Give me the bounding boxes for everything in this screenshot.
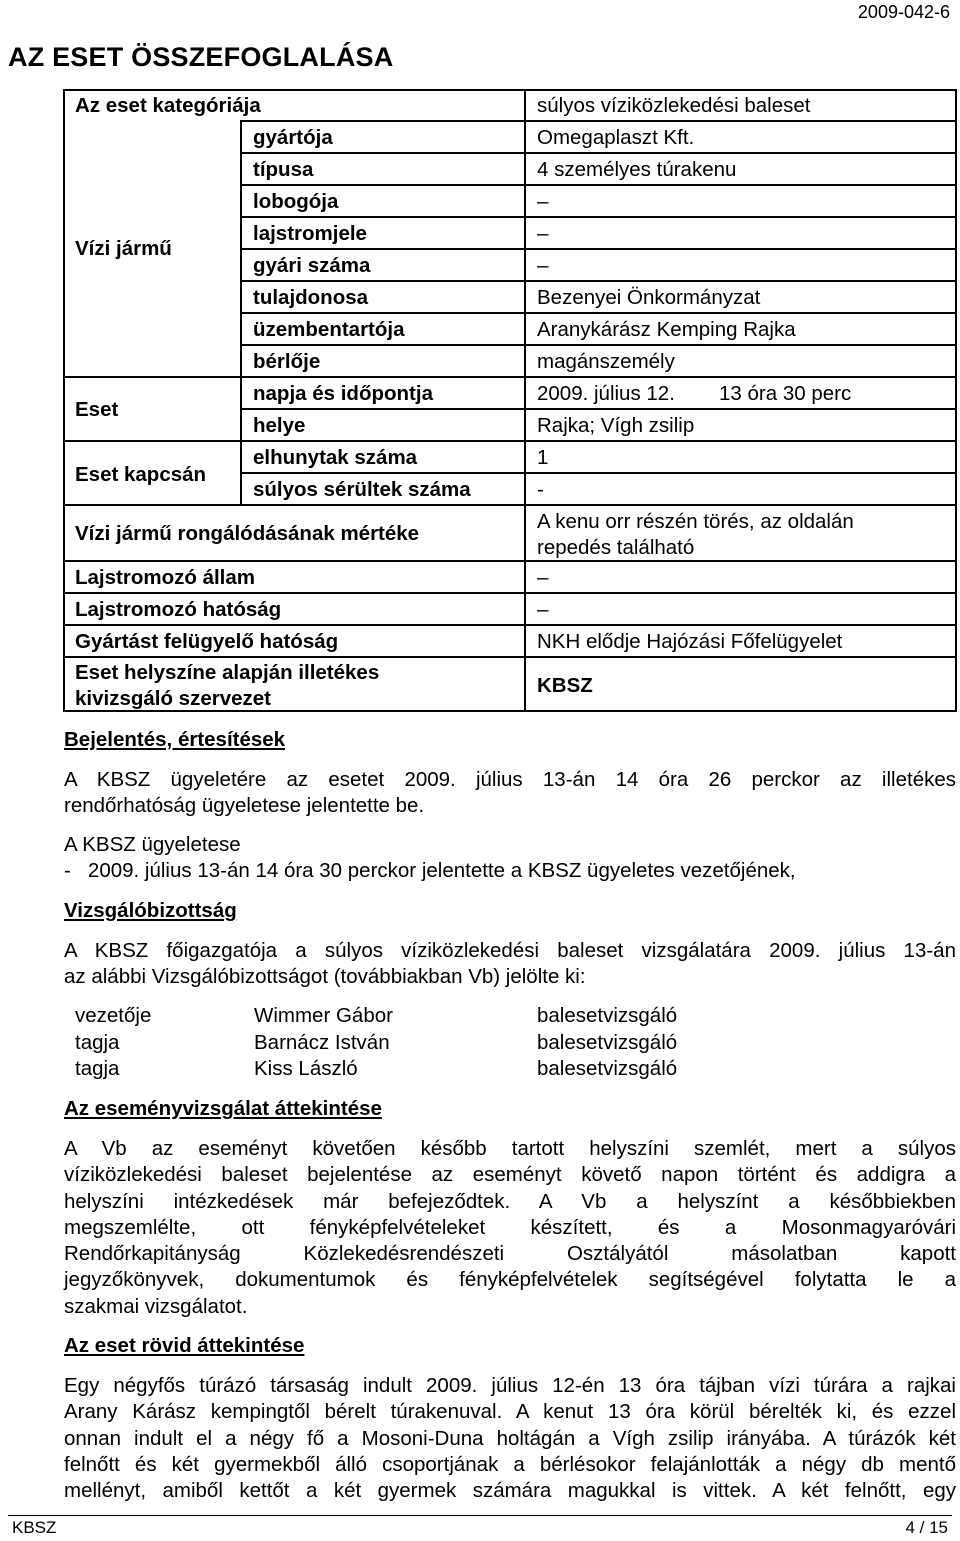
damage-value-line: A kenu orr részén törés, az oldalán	[537, 510, 854, 533]
paragraph-line: az alábbi Vizsgálóbizottságot (továbbiakban Vb) jelölte ki:	[64, 965, 586, 989]
vessel-row-value: Bezenyei Önkormányzat	[537, 286, 761, 309]
overview-heading: Az eseményvizsgálat áttekintése	[64, 1097, 382, 1120]
vessel-row-label: lobogója	[253, 190, 339, 213]
member-role: tagja	[75, 1031, 120, 1054]
committee-intro	[64, 938, 956, 991]
document-id: 2009-042-6	[857, 2, 950, 22]
event-group-label: Eset	[75, 398, 119, 421]
registry-authority-value: –	[537, 598, 549, 621]
vessel-group-label: Vízi jármű	[75, 237, 172, 260]
category-label: Az eset kategóriája	[75, 94, 261, 117]
category-value: súlyos víziközlekedési baleset	[537, 94, 811, 117]
notification-heading: Bejelentés, értesítések	[64, 728, 286, 751]
event-row-label: napja és időpontja	[253, 382, 433, 405]
paragraph-line: szakmai vizsgálatot.	[64, 1294, 248, 1318]
brief-heading: Az eset rövid áttekintése	[64, 1334, 305, 1357]
vessel-row-label: bérlője	[253, 350, 321, 373]
vessel-row-label: gyári száma	[253, 254, 371, 277]
vessel-row-value: –	[537, 254, 549, 277]
investigator-value: KBSZ	[537, 674, 593, 697]
committee-heading: Vizsgálóbizottság	[64, 899, 237, 922]
paragraph-line: A KBSZ ügyeletére az esetet 2009. július 13-án 14 óra 26 perckor az illetékes	[64, 768, 956, 791]
vessel-row-value: Omegaplaszt Kft.	[537, 126, 695, 149]
page-title: AZ ESET ÖSSZEFOGLALÁSA	[8, 42, 394, 72]
footer-divider	[8, 1515, 952, 1516]
member-role: tagja	[75, 1057, 120, 1080]
paragraph-line: Rendőrkapitányság Közlekedésrendészeti Osztályától másolatban kapott	[64, 1242, 956, 1266]
footer-organization: KBSZ	[12, 1518, 57, 1537]
event-row-label: helye	[253, 414, 306, 437]
member-name: Barnácz István	[254, 1031, 390, 1054]
vessel-row-label: lajstromjele	[253, 222, 367, 245]
paragraph-line: megszemlélte, ott fényképfelvételeket készített, és a Mosonmagyaróvári	[64, 1215, 956, 1239]
vessel-row-value: magánszemély	[537, 350, 675, 373]
paragraph-line: jegyzőkönyvek, dokumentumok és fényképfelvételek segítségével folytatta le a	[64, 1268, 956, 1292]
damage-value-line: repedés található	[537, 536, 695, 559]
damage-label: Vízi jármű rongálódásának mértéke	[75, 522, 420, 545]
paragraph-line: mellényt, amiből kettőt a két gyermek számára magukkal is vittek. A két felnőtt, egy	[64, 1479, 956, 1503]
investigator-label-line: kivizsgáló szervezet	[75, 687, 271, 710]
page-number: 4 / 15	[905, 1518, 948, 1537]
paragraph-line: Egy négyfős túrázó társaság indult 2009. július 12-én 13 óra tájban vízi túrára a rajkai	[64, 1374, 956, 1397]
vessel-row-label: gyártója	[253, 126, 333, 149]
related-row-label: elhunytak száma	[253, 446, 418, 469]
paragraph-line: onnan indult el a négy fő a Mosoni-Duna holtágán a Vígh zsilip irányába. A túrázók két	[64, 1426, 956, 1450]
member-title: balesetvizsgáló	[537, 1004, 678, 1027]
event-row-value: Rajka; Vígh zsilip	[537, 414, 695, 437]
paragraph-line: - 2009. július 13-án 14 óra 30 perckor jelentette a KBSZ ügyeletes vezetőjének,	[64, 859, 796, 883]
vessel-row-label: üzembentartója	[253, 318, 405, 341]
member-title: balesetvizsgáló	[537, 1031, 678, 1054]
notification-paragraph	[64, 767, 956, 820]
member-name: Wimmer Gábor	[254, 1004, 393, 1027]
vessel-row-label: tulajdonosa	[253, 286, 369, 309]
paragraph-line: helyszíni intézkedések már befejeződtek. A Vb a helyszínt a későbbiekben	[64, 1189, 956, 1213]
related-row-value: -	[537, 478, 544, 501]
registry-state-label: Lajstromozó állam	[75, 566, 255, 589]
overview-paragraph	[64, 1136, 956, 1320]
related-group-label: Eset kapcsán	[75, 463, 207, 486]
member-name: Kiss László	[254, 1057, 358, 1080]
vessel-row-value: –	[537, 222, 549, 245]
vessel-row-value: –	[537, 190, 549, 213]
registry-state-value: –	[537, 566, 549, 589]
vessel-row-label: típusa	[253, 158, 314, 181]
notification-paragraph-2	[64, 832, 956, 885]
member-title: balesetvizsgáló	[537, 1057, 678, 1080]
investigator-label-line: Eset helyszíne alapján illetékes	[75, 661, 380, 684]
summary-table	[63, 89, 957, 712]
related-row-value: 1	[537, 446, 549, 469]
event-time: 13 óra 30 perc	[719, 382, 852, 405]
supervisor-value: NKH elődje Hajózási Főfelügyelet	[537, 630, 843, 653]
paragraph-line: víziközlekedési baleset bejelentése az eseményt követő napon történt és addigra a	[64, 1163, 956, 1187]
paragraph-line: Arany Kárász kempingtől bérelt túrakenuval. A kenut 13 óra körül bérelték ki, és ezzel	[64, 1400, 956, 1424]
member-role: vezetője	[75, 1004, 152, 1027]
related-row-label: súlyos sérültek száma	[253, 478, 471, 501]
vessel-row-value: Aranykárász Kemping Rajka	[537, 318, 796, 341]
event-date: 2009. július 12.	[537, 382, 675, 405]
paragraph-line: rendőrhatóság ügyeletese jelentette be.	[64, 794, 425, 818]
paragraph-line: felnőtt és két gyermekből álló csoportjának a bérlésokor felajánlották a négy db mentő	[64, 1452, 956, 1476]
registry-authority-label: Lajstromozó hatóság	[75, 598, 282, 621]
paragraph-line: A KBSZ főigazgatója a súlyos víziközlekedési baleset vizsgálatára 2009. július 13-án	[64, 939, 956, 962]
brief-paragraph	[64, 1373, 956, 1504]
supervisor-label: Gyártást felügyelő hatóság	[75, 630, 339, 653]
vessel-row-value: 4 személyes túrakenu	[537, 158, 737, 181]
paragraph-line: A KBSZ ügyeletese	[64, 833, 241, 856]
paragraph-line: A Vb az eseményt követően később tartott helyszíni szemlét, mert a súlyos	[64, 1137, 956, 1160]
